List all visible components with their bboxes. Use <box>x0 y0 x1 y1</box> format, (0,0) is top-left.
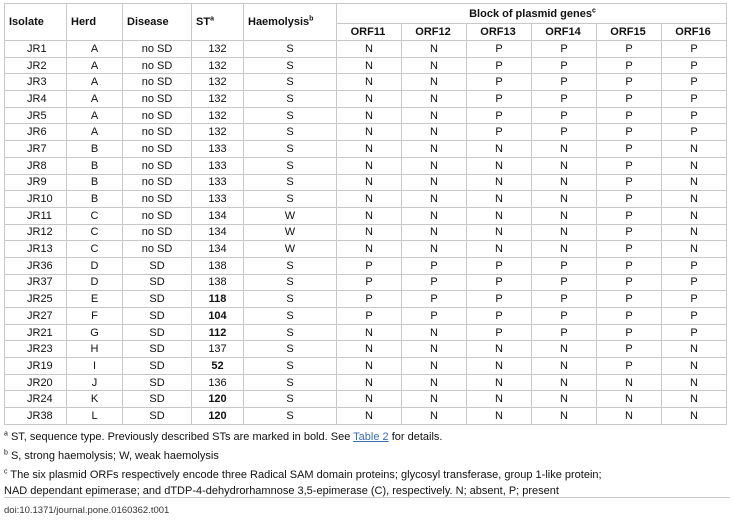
table-row <box>5 391 727 408</box>
cell-disease: no SD <box>123 41 192 58</box>
table-row <box>5 74 727 91</box>
cell-orf13: N <box>467 207 532 224</box>
cell-st: 112 <box>192 324 244 341</box>
cell-orf14: P <box>532 274 597 291</box>
cell-orf16: N <box>662 241 727 258</box>
cell-orf15: P <box>597 291 662 308</box>
cell-orf13: P <box>467 274 532 291</box>
cell-orf11: N <box>337 324 402 341</box>
cell-isolate: JR3 <box>5 74 67 91</box>
doi-label: doi:10.1371/journal.pone.0160362.t001 <box>4 505 170 516</box>
table-row <box>5 207 727 224</box>
cell-orf13: P <box>467 74 532 91</box>
cell-orf14: N <box>532 341 597 358</box>
cell-haemolysis: S <box>244 157 337 174</box>
cell-orf16: N <box>662 141 727 158</box>
table-row <box>5 324 727 341</box>
cell-orf14: N <box>532 374 597 391</box>
cell-herd: A <box>67 41 123 58</box>
cell-orf16: P <box>662 274 727 291</box>
cell-orf11: N <box>337 91 402 108</box>
cell-disease: no SD <box>123 141 192 158</box>
cell-orf15: P <box>597 41 662 58</box>
table-row <box>5 224 727 241</box>
table-body <box>5 41 727 425</box>
cell-orf14: P <box>532 291 597 308</box>
cell-haemolysis: S <box>244 107 337 124</box>
cell-orf14: N <box>532 391 597 408</box>
table-row <box>5 174 727 191</box>
cell-orf13: N <box>467 141 532 158</box>
cell-orf11: N <box>337 391 402 408</box>
cell-orf11: N <box>337 124 402 141</box>
cell-herd: K <box>67 391 123 408</box>
cell-haemolysis: W <box>244 207 337 224</box>
cell-orf13: N <box>467 224 532 241</box>
cell-orf13: N <box>467 358 532 375</box>
cell-orf11: N <box>337 157 402 174</box>
cell-haemolysis: S <box>244 341 337 358</box>
cell-orf14: N <box>532 408 597 425</box>
cell-orf13: N <box>467 408 532 425</box>
table-row <box>5 107 727 124</box>
cell-orf11: N <box>337 174 402 191</box>
cell-haemolysis: S <box>244 274 337 291</box>
cell-herd: D <box>67 257 123 274</box>
cell-herd: B <box>67 174 123 191</box>
col-header-isolate: Isolate <box>5 4 67 41</box>
cell-herd: B <box>67 157 123 174</box>
cell-orf14: N <box>532 224 597 241</box>
cell-haemolysis: S <box>244 74 337 91</box>
cell-orf16: P <box>662 57 727 74</box>
cell-st: 118 <box>192 291 244 308</box>
cell-isolate: JR27 <box>5 308 67 325</box>
cell-orf11: N <box>337 74 402 91</box>
cell-orf16: P <box>662 324 727 341</box>
col-header-haemolysis: Haemolysis$^b$ <box>244 4 337 41</box>
cell-orf11: N <box>337 207 402 224</box>
cell-disease: SD <box>123 274 192 291</box>
cell-orf14: P <box>532 308 597 325</box>
cell-orf14: N <box>532 241 597 258</box>
cell-haemolysis: S <box>244 124 337 141</box>
cell-orf12: N <box>402 74 467 91</box>
cell-orf16: N <box>662 358 727 375</box>
cell-disease: no SD <box>123 191 192 208</box>
cell-orf11: N <box>337 358 402 375</box>
cell-orf13: P <box>467 291 532 308</box>
cell-orf11: N <box>337 41 402 58</box>
cell-herd: E <box>67 291 123 308</box>
cell-haemolysis: S <box>244 324 337 341</box>
cell-orf14: N <box>532 358 597 375</box>
cell-orf15: P <box>597 241 662 258</box>
cell-orf16: P <box>662 107 727 124</box>
cell-orf11: N <box>337 341 402 358</box>
cell-orf16: N <box>662 224 727 241</box>
cell-st: 137 <box>192 341 244 358</box>
cell-orf15: N <box>597 391 662 408</box>
cell-isolate: JR25 <box>5 291 67 308</box>
cell-st: 133 <box>192 174 244 191</box>
cell-isolate: JR36 <box>5 257 67 274</box>
col-header-orf12: ORF12 <box>402 24 467 41</box>
cell-herd: A <box>67 74 123 91</box>
cell-disease: no SD <box>123 157 192 174</box>
cell-haemolysis: S <box>244 308 337 325</box>
cell-orf13: N <box>467 341 532 358</box>
table-row <box>5 257 727 274</box>
cell-disease: SD <box>123 374 192 391</box>
cell-herd: L <box>67 408 123 425</box>
cell-disease: no SD <box>123 124 192 141</box>
cell-haemolysis: S <box>244 57 337 74</box>
cell-orf12: N <box>402 91 467 108</box>
cell-orf16: P <box>662 41 727 58</box>
cell-disease: no SD <box>123 91 192 108</box>
table-row <box>5 274 727 291</box>
cell-isolate: JR11 <box>5 207 67 224</box>
cell-st: 138 <box>192 274 244 291</box>
cell-orf16: N <box>662 341 727 358</box>
cell-orf12: N <box>402 57 467 74</box>
cell-herd: G <box>67 324 123 341</box>
cell-orf12: N <box>402 408 467 425</box>
cell-haemolysis: S <box>244 91 337 108</box>
table-row <box>5 141 727 158</box>
cell-orf12: N <box>402 191 467 208</box>
table-row <box>5 124 727 141</box>
cell-orf11: N <box>337 241 402 258</box>
cell-orf13: N <box>467 374 532 391</box>
cell-disease: no SD <box>123 107 192 124</box>
cell-st: 132 <box>192 74 244 91</box>
cell-st: 120 <box>192 408 244 425</box>
cell-orf11: N <box>337 408 402 425</box>
cell-herd: C <box>67 241 123 258</box>
cell-herd: I <box>67 358 123 375</box>
cell-isolate: JR20 <box>5 374 67 391</box>
cell-isolate: JR6 <box>5 124 67 141</box>
col-header-orf15: ORF15 <box>597 24 662 41</box>
cell-isolate: JR9 <box>5 174 67 191</box>
table-row <box>5 374 727 391</box>
cell-st: 52 <box>192 358 244 375</box>
cell-st: 120 <box>192 391 244 408</box>
cell-st: 104 <box>192 308 244 325</box>
cell-haemolysis: S <box>244 191 337 208</box>
cell-haemolysis: W <box>244 224 337 241</box>
cell-orf14: P <box>532 57 597 74</box>
cell-orf11: P <box>337 257 402 274</box>
col-header-herd: Herd <box>67 4 123 41</box>
cell-st: 134 <box>192 207 244 224</box>
cell-disease: SD <box>123 358 192 375</box>
cell-orf15: P <box>597 107 662 124</box>
cell-disease: no SD <box>123 224 192 241</box>
cell-orf15: P <box>597 257 662 274</box>
cell-orf16: P <box>662 91 727 108</box>
cell-orf14: N <box>532 191 597 208</box>
cell-orf13: P <box>467 257 532 274</box>
cell-disease: no SD <box>123 74 192 91</box>
cell-disease: SD <box>123 408 192 425</box>
cell-orf13: N <box>467 174 532 191</box>
cell-orf14: N <box>532 207 597 224</box>
cell-isolate: JR10 <box>5 191 67 208</box>
cell-orf14: P <box>532 74 597 91</box>
cell-orf16: P <box>662 291 727 308</box>
cell-orf13: P <box>467 91 532 108</box>
cell-orf15: P <box>597 324 662 341</box>
cell-herd: B <box>67 191 123 208</box>
cell-orf12: P <box>402 291 467 308</box>
cell-isolate: JR2 <box>5 57 67 74</box>
cell-orf12: N <box>402 174 467 191</box>
cell-isolate: JR23 <box>5 341 67 358</box>
cell-orf16: P <box>662 74 727 91</box>
cell-orf11: N <box>337 57 402 74</box>
cell-st: 134 <box>192 241 244 258</box>
cell-orf11: N <box>337 141 402 158</box>
cell-herd: A <box>67 91 123 108</box>
cell-haemolysis: S <box>244 391 337 408</box>
cell-orf14: P <box>532 91 597 108</box>
cell-orf12: N <box>402 324 467 341</box>
col-header-st: $ST^a$ <box>192 4 244 41</box>
cell-st: 134 <box>192 224 244 241</box>
cell-st: 132 <box>192 57 244 74</box>
col-header-disease: Disease <box>123 4 192 41</box>
cell-orf11: P <box>337 291 402 308</box>
cell-orf11: N <box>337 191 402 208</box>
cell-haemolysis: S <box>244 408 337 425</box>
cell-orf15: P <box>597 358 662 375</box>
cell-orf12: N <box>402 157 467 174</box>
cell-orf16: N <box>662 207 727 224</box>
cell-haemolysis: W <box>244 241 337 258</box>
cell-orf13: N <box>467 157 532 174</box>
cell-orf11: N <box>337 374 402 391</box>
cell-orf11: N <box>337 224 402 241</box>
cell-haemolysis: S <box>244 41 337 58</box>
divider <box>4 497 730 498</box>
cell-orf15: P <box>597 191 662 208</box>
cell-orf16: N <box>662 391 727 408</box>
cell-orf16: P <box>662 124 727 141</box>
cell-orf12: P <box>402 308 467 325</box>
cell-isolate: JR7 <box>5 141 67 158</box>
cell-disease: SD <box>123 291 192 308</box>
cell-orf12: N <box>402 391 467 408</box>
cell-disease: SD <box>123 308 192 325</box>
cell-isolate: JR12 <box>5 224 67 241</box>
cell-isolate: JR24 <box>5 391 67 408</box>
cell-isolate: JR1 <box>5 41 67 58</box>
cell-orf11: P <box>337 308 402 325</box>
cell-isolate: JR38 <box>5 408 67 425</box>
cell-orf12: N <box>402 341 467 358</box>
cell-disease: SD <box>123 257 192 274</box>
footnote-a: $^a$ ST, sequence type. Previously described STs are marked in bold. See Table 2 for details. <box>4 430 443 443</box>
footnote-c: $^c$ The six plasmid ORFs respectively encode three Radical SAM domain proteins; glycosyl transferase, group 1-like protein; <box>4 468 602 481</box>
cell-orf12: N <box>402 107 467 124</box>
cell-herd: H <box>67 341 123 358</box>
cell-disease: no SD <box>123 174 192 191</box>
cell-herd: A <box>67 124 123 141</box>
cell-orf14: P <box>532 124 597 141</box>
cell-herd: A <box>67 107 123 124</box>
cell-haemolysis: S <box>244 257 337 274</box>
cell-orf12: N <box>402 124 467 141</box>
cell-orf13: P <box>467 41 532 58</box>
cell-haemolysis: S <box>244 374 337 391</box>
cell-disease: no SD <box>123 241 192 258</box>
cell-orf14: N <box>532 174 597 191</box>
cell-orf15: P <box>597 341 662 358</box>
cell-orf15: P <box>597 308 662 325</box>
cell-orf15: P <box>597 57 662 74</box>
cell-orf13: N <box>467 241 532 258</box>
cell-st: 132 <box>192 124 244 141</box>
cell-herd: F <box>67 308 123 325</box>
table-row <box>5 241 727 258</box>
col-header-orf16: ORF16 <box>662 24 727 41</box>
cell-orf15: P <box>597 74 662 91</box>
cell-orf13: P <box>467 57 532 74</box>
cell-st: 138 <box>192 257 244 274</box>
cell-isolate: JR8 <box>5 157 67 174</box>
cell-orf16: N <box>662 157 727 174</box>
cell-orf14: N <box>532 157 597 174</box>
cell-isolate: JR21 <box>5 324 67 341</box>
cell-orf14: P <box>532 324 597 341</box>
cell-orf13: P <box>467 124 532 141</box>
cell-orf14: P <box>532 41 597 58</box>
cell-isolate: JR5 <box>5 107 67 124</box>
cell-orf13: P <box>467 308 532 325</box>
cell-orf15: N <box>597 374 662 391</box>
cell-orf15: P <box>597 141 662 158</box>
cell-orf12: N <box>402 41 467 58</box>
col-header-block: Block of plasmid genes$^c$ <box>337 4 727 24</box>
cell-orf16: N <box>662 408 727 425</box>
cell-orf16: N <box>662 174 727 191</box>
cell-herd: J <box>67 374 123 391</box>
cell-orf15: P <box>597 274 662 291</box>
footnote-b: $^b$ S, strong haemolysis; W, weak haemolysis <box>4 449 219 462</box>
table-row <box>5 308 727 325</box>
cell-orf15: N <box>597 408 662 425</box>
cell-orf12: N <box>402 224 467 241</box>
cell-orf15: P <box>597 224 662 241</box>
cell-st: 132 <box>192 41 244 58</box>
table-row <box>5 57 727 74</box>
cell-st: 132 <box>192 107 244 124</box>
cell-st: 133 <box>192 157 244 174</box>
table-row <box>5 358 727 375</box>
cell-orf16: N <box>662 374 727 391</box>
cell-orf14: N <box>532 141 597 158</box>
table-row <box>5 41 727 58</box>
cell-orf15: P <box>597 124 662 141</box>
cell-disease: no SD <box>123 57 192 74</box>
cell-st: 132 <box>192 91 244 108</box>
cell-orf13: P <box>467 107 532 124</box>
cell-haemolysis: S <box>244 174 337 191</box>
cell-disease: SD <box>123 324 192 341</box>
table-row <box>5 157 727 174</box>
cell-orf16: P <box>662 257 727 274</box>
cell-st: 133 <box>192 191 244 208</box>
table-row <box>5 341 727 358</box>
cell-orf14: P <box>532 107 597 124</box>
cell-herd: C <box>67 224 123 241</box>
results-table <box>4 3 727 425</box>
cell-haemolysis: S <box>244 291 337 308</box>
cell-isolate: JR37 <box>5 274 67 291</box>
table-row <box>5 291 727 308</box>
cell-st: 133 <box>192 141 244 158</box>
cell-herd: C <box>67 207 123 224</box>
col-header-orf14: ORF14 <box>532 24 597 41</box>
cell-isolate: JR4 <box>5 91 67 108</box>
cell-haemolysis: S <box>244 358 337 375</box>
cell-orf11: N <box>337 107 402 124</box>
cell-herd: B <box>67 141 123 158</box>
cell-orf16: P <box>662 308 727 325</box>
table-row <box>5 408 727 425</box>
cell-orf13: P <box>467 324 532 341</box>
cell-disease: SD <box>123 341 192 358</box>
col-header-orf11: ORF11 <box>337 24 402 41</box>
cell-st: 136 <box>192 374 244 391</box>
cell-haemolysis: S <box>244 141 337 158</box>
cell-orf15: P <box>597 157 662 174</box>
cell-orf12: P <box>402 257 467 274</box>
cell-isolate: JR19 <box>5 358 67 375</box>
cell-orf12: P <box>402 274 467 291</box>
cell-orf12: N <box>402 241 467 258</box>
cell-orf11: P <box>337 274 402 291</box>
cell-orf15: P <box>597 207 662 224</box>
cell-orf12: N <box>402 141 467 158</box>
table-2-link[interactable]: Table 2 <box>353 431 389 443</box>
footnote-c-continued: NAD dependant epimerase; and dTDP-4-dehydrorhamnose 3,5-epimerase (C), respectively. N; absent, P; present <box>4 485 559 497</box>
cell-isolate: JR13 <box>5 241 67 258</box>
cell-orf12: N <box>402 374 467 391</box>
cell-orf12: N <box>402 207 467 224</box>
cell-orf13: N <box>467 391 532 408</box>
cell-orf15: P <box>597 174 662 191</box>
table-row <box>5 91 727 108</box>
table-row <box>5 191 727 208</box>
cell-disease: no SD <box>123 207 192 224</box>
cell-orf16: N <box>662 191 727 208</box>
cell-orf15: P <box>597 91 662 108</box>
cell-orf14: P <box>532 257 597 274</box>
cell-herd: D <box>67 274 123 291</box>
cell-herd: A <box>67 57 123 74</box>
cell-disease: SD <box>123 391 192 408</box>
col-header-orf13: ORF13 <box>467 24 532 41</box>
cell-orf13: N <box>467 191 532 208</box>
cell-orf12: N <box>402 358 467 375</box>
